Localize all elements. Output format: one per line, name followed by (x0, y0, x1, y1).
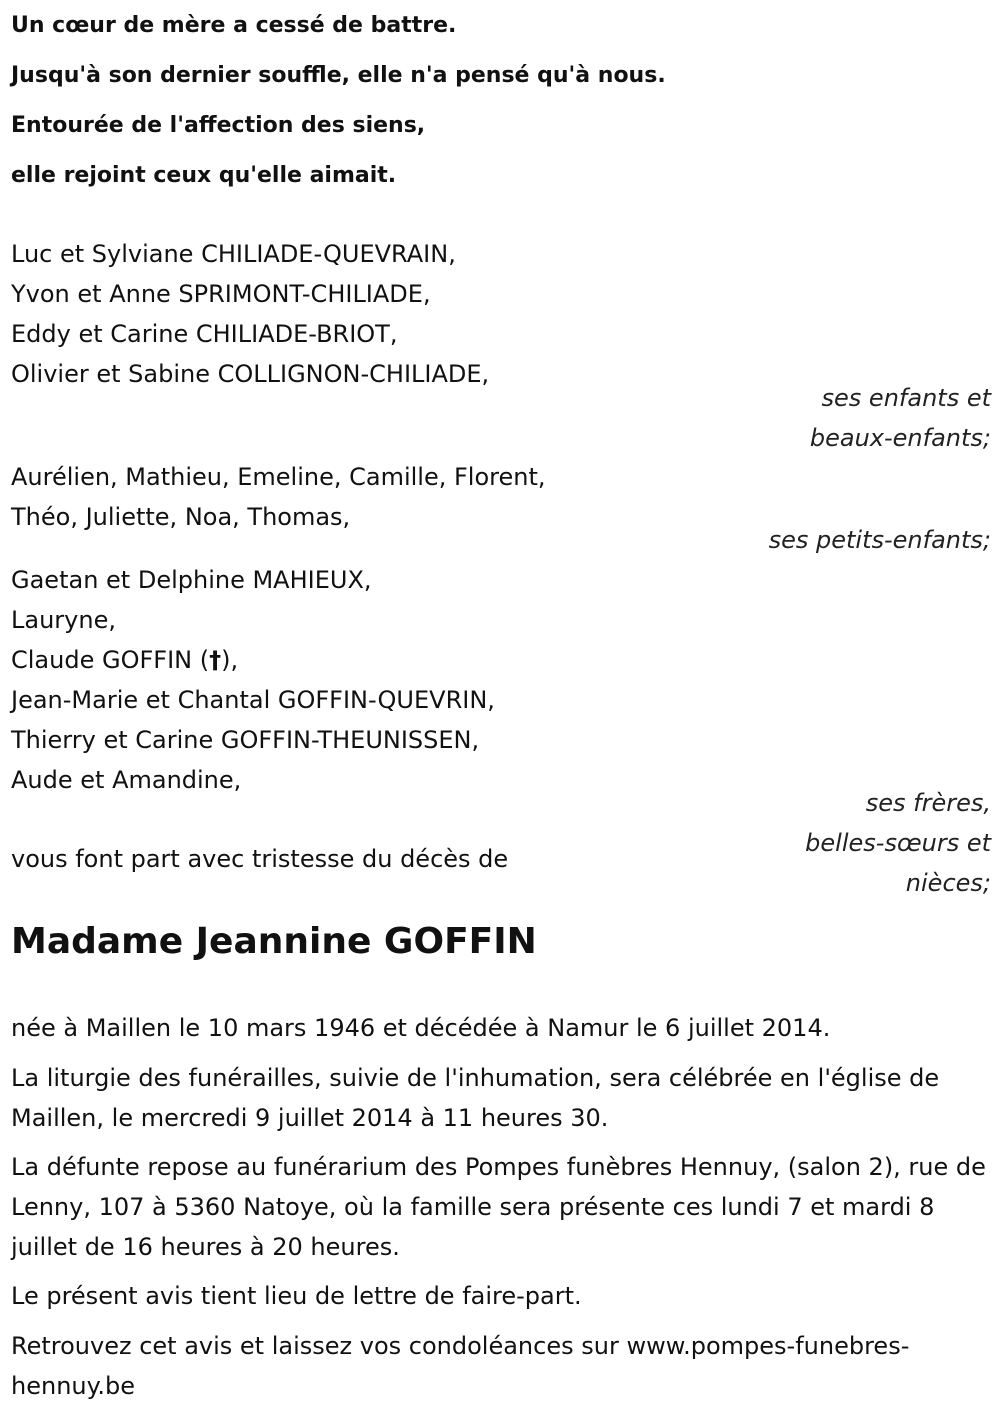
funerarium-paragraph: La défunte repose au funérarium des Pompes funèbres Hennuy, (salon 2), rue de Lenny, 107 à 5360 Natoye, où la famille sera présente ces lundi 7 et mardi 8 juillet de 16 heures à 20 heures. (11, 1153, 986, 1261)
family-name-line: Eddy et Carine CHILIADE-BRIOT, (11, 320, 398, 348)
claude-suffix: ), (221, 646, 239, 674)
siblings-names (11, 560, 495, 800)
deceased-name: Madame Jeannine GOFFIN (11, 921, 537, 962)
family-name-line: Olivier et Sabine COLLIGNON-CHILIADE, (11, 360, 490, 388)
family-name-line: Gaetan et Delphine MAHIEUX, (11, 566, 372, 594)
role-line: beaux-enfants; (809, 424, 991, 452)
condolences-paragraph: Retrouvez cet avis et laissez vos condoléances sur www.pompes-funebres-hennuy.be (11, 1332, 910, 1400)
birth-death-paragraph: née à Maillen le 10 mars 1946 et décédée à Namur le 6 juillet 2014. (11, 1014, 831, 1042)
children-names (11, 234, 489, 394)
family-name-line: Aurélien, Mathieu, Emeline, Camille, Florent, (11, 463, 546, 491)
cross-icon: † (209, 646, 222, 674)
role-line: ses enfants et (821, 384, 991, 412)
family-name-line: Théo, Juliette, Noa, Thomas, (11, 503, 351, 531)
grandchildren-role (769, 520, 991, 560)
family-name-line: Thierry et Carine GOFFIN-THEUNISSEN, (11, 726, 480, 754)
notice-paragraph: Le présent avis tient lieu de lettre de faire-part. (11, 1282, 582, 1310)
family-name-line: Yvon et Anne SPRIMONT-CHILIADE, (11, 280, 431, 308)
intro-line: Jusqu'à son dernier souffle, elle n'a pensé qu'à nous. (11, 63, 666, 88)
family-name-line-claude (11, 640, 495, 680)
family-name-line: Jean-Marie et Chantal GOFFIN-QUEVRIN, (11, 686, 495, 714)
role-line: belles-sœurs et (805, 829, 991, 857)
intro-line: elle rejoint ceux qu'elle aimait. (11, 163, 397, 188)
claude-prefix: Claude GOFFIN ( (11, 646, 210, 674)
intro-verse (11, 1, 666, 201)
family-name-line: Luc et Sylviane CHILIADE-QUEVRAIN, (11, 240, 456, 268)
children-role (810, 378, 991, 458)
family-name-line: Aude et Amandine, (11, 766, 242, 794)
siblings-role (805, 783, 991, 903)
role-line: ses petits-enfants; (768, 526, 991, 554)
role-line: nièces; (905, 869, 991, 897)
role-line: ses frères, (865, 789, 991, 817)
family-name-line: Lauryne, (11, 606, 116, 634)
intro-line: Un cœur de mère a cessé de battre. (11, 13, 457, 38)
announcement-text: vous font part avec tristesse du décès de (11, 845, 509, 873)
intro-line: Entourée de l'affection des siens, (11, 113, 426, 138)
grandchildren-names (11, 457, 546, 537)
liturgy-paragraph: La liturgie des funérailles, suivie de l'inhumation, sera célébrée en l'église de Maillen, le mercredi 9 juillet 2014 à 11 heures 30. (11, 1064, 940, 1132)
